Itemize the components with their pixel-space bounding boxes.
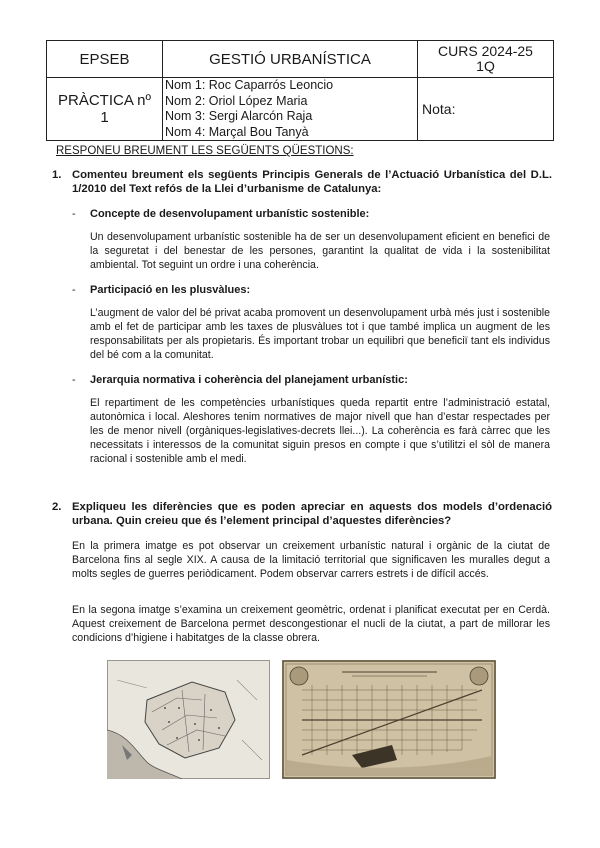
grade-label: Nota:: [422, 101, 456, 117]
map-cerda-plan-image: [282, 660, 496, 779]
question-1: [52, 168, 552, 196]
answer-paragraph: Un desenvolupament urbanístic sostenible ha de ser un desenvolupament eficient en benefici de la seguretat i del benestar de les persones, garantint la qualitat de vida i la sostenibilitat ambiental. Tot seguint un ordre i una coherència.: [90, 231, 550, 271]
course-cell: [418, 41, 554, 78]
question-number: 2.: [52, 501, 62, 513]
bullet-dash: -: [72, 374, 76, 386]
header-table: [46, 40, 554, 141]
bullet-title: Concepte de desenvolupament urbanístic sostenible:: [90, 208, 370, 220]
answer-paragraph: En la primera imatge es pot observar un creixement urbanístic natural i orgànic de la ciutat de Barcelona fins al segle XIX. A causa de la limitació territorial que significaven les muralles degut a molts segles de guerres periòdicament. Podem observar carrers estrets i de difícil accés.: [72, 540, 550, 580]
answer-paragraph: En la segona imatge s’examina un creixement geomètric, ordenat i planificat executat per en Cerdà. Aquest creixement de Barcelona permet descongestionar el nucli de la ciutat, a part de millorar les condicions d’higiene i habitatges de la classe obrera.: [72, 604, 550, 644]
subject-cell: [163, 41, 418, 78]
student-name: Nom 4: Marçal Bou Tanyà: [165, 124, 309, 139]
bullet-heading: [72, 208, 369, 220]
answer-paragraph: L’augment de valor del bé privat acaba promovent un desenvolupament urbà més just i sostenible amb el fet de participar amb les taxes de plusvàlues tot i que també implica un augment de les responsabilitats per als propietaris. És important trobar un equilibri que beneficiï tant els individus del bé com a la comunitat.: [90, 307, 550, 361]
grade-cell: [418, 78, 554, 141]
school-name: EPSEB: [79, 50, 130, 68]
bullet-heading: [72, 284, 250, 296]
bullet-title: Jerarquia normativa i coherència del planejament urbanístic:: [90, 374, 408, 386]
old-city-map-icon: [107, 660, 270, 779]
subject-title: GESTIÓ URBANÍSTICA: [209, 50, 371, 68]
map-old-barcelona-image: [107, 660, 270, 779]
course-term: 1Q: [476, 58, 495, 74]
student-name: Nom 2: Oriol López Maria: [165, 93, 308, 108]
school-cell: [47, 41, 163, 78]
question-text: Comenteu breument els següents Principis Generals de l’Actuació Urbanística del D.L. 1/2010 del Text refós de la Llei d’urbanisme de Catalunya:: [72, 169, 552, 195]
student-name: Nom 1: Roc Caparrós Leoncio: [165, 78, 334, 92]
answer-paragraph: El repartiment de les competències urbanístiques queda repartit entre l’administració estatal, autonòmica i local. Aleshores tenim normatives de major nivell que han d’estar respectades per les de menor nivell (orgàniques-legislatives-decrets llei...). La coherència es farà càrrec que les necessitats i interessos de la comunitat siguin presos en compte i que s’utilitzi el sòl de manera racional i sostenible amb el medi.: [90, 397, 550, 465]
bullet-heading: [72, 374, 408, 386]
bullet-dash: -: [72, 208, 76, 220]
bullet-dash: -: [72, 284, 76, 296]
question-text: Expliqueu les diferències que es poden apreciar en aquests dos models d’ordenació urbana. Quin creieu que és l’element principal d’aquestes diferències?: [72, 501, 552, 527]
bullet-title: Participació en les plusvàlues:: [90, 284, 251, 296]
names-cell: [163, 78, 418, 141]
practice-label: PRÀCTICA nº: [57, 92, 151, 109]
student-name: Nom 3: Sergi Alarcón Raja: [165, 109, 313, 123]
practice-number: 1: [100, 109, 109, 126]
question-2: [52, 500, 552, 528]
instructions-heading: RESPONEU BREUMENT LES SEGÜENTS QÜESTIONS:: [56, 145, 354, 157]
course-year: CURS 2024-25: [438, 43, 533, 59]
cerda-grid-map-icon: [282, 660, 496, 779]
practice-cell: [47, 78, 163, 141]
question-number: 1.: [52, 169, 62, 181]
